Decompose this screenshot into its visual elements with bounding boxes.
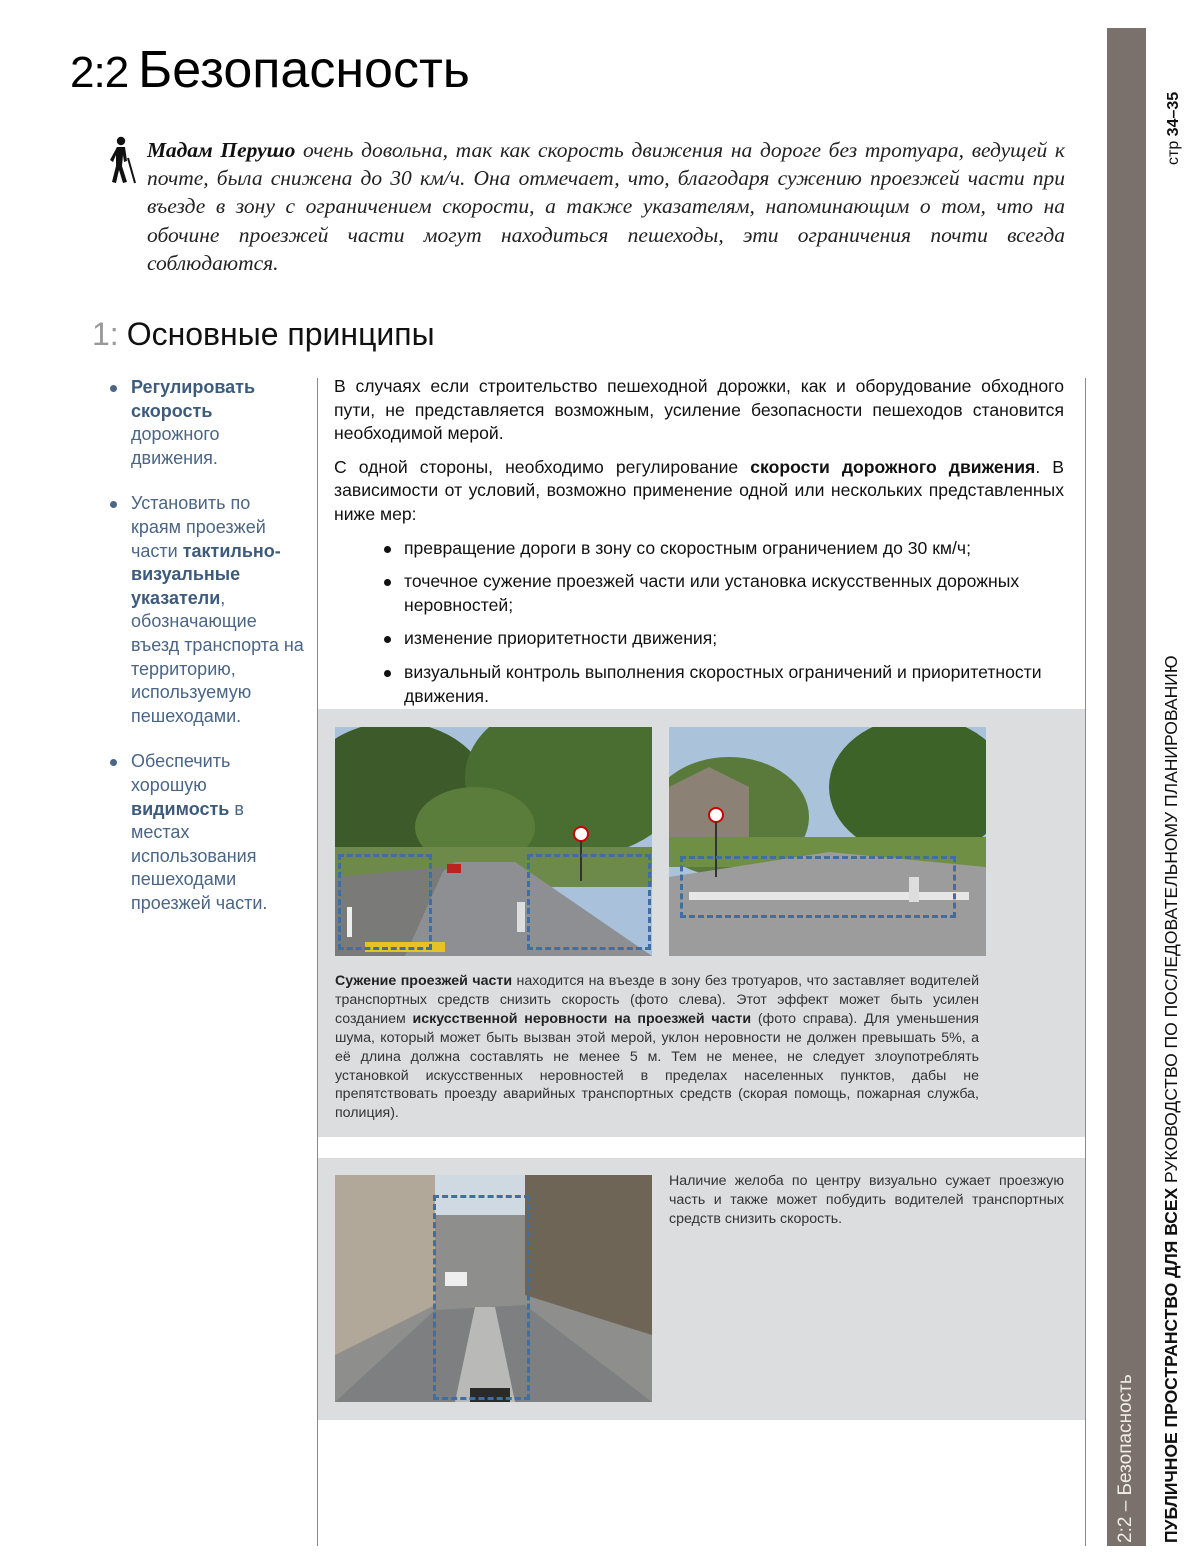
caption-bold: искусственной неровности на проезжей части xyxy=(412,1010,752,1027)
principle-bold: тактильно-визуальные указатели xyxy=(131,540,281,608)
bullet-dot xyxy=(384,579,391,586)
measure-item xyxy=(384,627,1064,651)
sidebar-guide-title xyxy=(1160,655,1182,1543)
body-text-span: . В зависимости от условий, возможно применение одной или нескольких представленных ниже мер: xyxy=(334,456,1064,524)
central-gutter-photo xyxy=(335,1175,652,1402)
highlight-frame xyxy=(680,856,956,918)
page-title xyxy=(70,38,470,105)
speed-bump-photo xyxy=(669,727,986,956)
body-paragraph xyxy=(334,456,1064,527)
photo-caption-2: Наличие желоба по центру визуально сужает проезжую часть и также может побудить водителей транспортных средств снизить скорость. xyxy=(669,1173,1064,1227)
principle-item xyxy=(104,750,304,915)
bullet-dot xyxy=(384,546,391,553)
highlight-frame xyxy=(433,1195,530,1400)
principle-item xyxy=(104,376,304,470)
page-range-wrap xyxy=(1164,91,1200,185)
principle-bold: Регулировать скорость xyxy=(131,377,256,421)
measure-item xyxy=(384,661,1064,708)
principle-bold: видимость xyxy=(131,798,230,819)
principle-text: дорожного движения. xyxy=(131,424,220,468)
measure-text: точечное сужение проезжей части или установка искусственных дорожных неровностей; xyxy=(404,571,1020,615)
road-narrowing-photo xyxy=(335,727,652,956)
guide-title-wrap xyxy=(1160,655,1200,1565)
bullet-dot xyxy=(384,670,391,677)
page-title-number: 2:2 xyxy=(70,48,129,97)
section-heading xyxy=(92,314,435,354)
highlight-frame xyxy=(338,854,432,950)
sidebar-page-range xyxy=(1164,92,1184,165)
body-paragraph: В случаях если строительство пешеходной дорожки, как и оборудование обходного пути, не представляется возможным, усиление безопасности пешеходов становится необходимой мерой. xyxy=(334,376,1064,444)
caption-text: (фото справа). Для уменьшения шума, который может быть вызван этой мерой, уклон неровности не должен превышать 5%, а её длина должна составлять не менее 5 м. Тем не менее, не следует злоупотреблять установкой искусственных неровностей в пределах населенных пунктов, дабы не препятствовать проезду аварийных транспортных средств (скорая помощь, пожарная служба, полиция). xyxy=(335,1010,979,1122)
bullet-dot xyxy=(110,759,117,766)
guide-title-rest: РУКОВОДСТВО ПО ПОСЛЕДОВАТЕЛЬНОМУ ПЛАНИРОВАНИЮ xyxy=(1161,655,1181,1188)
walker-with-cane-icon xyxy=(104,136,138,184)
column-divider-right xyxy=(1085,378,1086,1546)
speed-bump-illustration xyxy=(669,727,986,956)
measure-text: изменение приоритетности движения; xyxy=(404,628,718,649)
section-title: Основные принципы xyxy=(126,316,435,352)
intro-quote xyxy=(147,136,1065,277)
sidebar-band xyxy=(1107,28,1146,1546)
measures-list xyxy=(384,537,1064,709)
principles-list xyxy=(104,376,304,937)
principle-text: Установить по краям проезжей части xyxy=(131,493,266,561)
photo-caption-1 xyxy=(335,972,979,1123)
principle-text: , обозначающие въезд транспорта на территорию, используемую пешеходами. xyxy=(131,587,304,726)
bullet-dot xyxy=(384,636,391,643)
intro-text: очень довольна, так как скорость движения на дороге без тротуара, ведущей к почте, была снижена до 30 км/ч. Она отмечает, что, благодаря сужению проезжей части при въезде в зону с ограничением скорости, а также указателям, напоминающим о том, что на обочине проезжей части могут находиться пешеходы, эти ограничения почти всегда соблюдаются. xyxy=(147,138,1065,275)
bullet-dot xyxy=(110,501,117,508)
intro-name: Мадам Перушо xyxy=(147,138,296,162)
page-range: 34–35 xyxy=(1165,91,1182,137)
page-prefix: стр xyxy=(1165,136,1182,165)
main-body-text xyxy=(334,375,1064,718)
highlight-frame xyxy=(527,854,651,950)
principle-text: Обеспечить хорошую xyxy=(131,751,231,795)
section-number: 1: xyxy=(92,316,119,352)
page-title-text: Безопасность xyxy=(138,41,470,99)
principle-item xyxy=(104,492,304,728)
measure-text: визуальный контроль выполнения скоростных ограничений и приоритетности движения. xyxy=(404,661,1042,706)
sidebar-chapter: 2:2 – Безопасность xyxy=(1115,1374,1136,1543)
measure-text: превращение дороги в зону со скоростным ограничением до 30 км/ч; xyxy=(404,537,971,558)
caption-bold: Сужение проезжей части xyxy=(335,973,513,989)
principle-text: в местах использования пешеходами проезжей части. xyxy=(131,798,268,913)
measure-item xyxy=(384,570,1064,617)
body-bold: скорости дорожного движения xyxy=(750,456,1036,477)
measure-item xyxy=(384,537,1064,561)
guide-title-bold: ПУБЛИЧНОЕ ПРОСТРАНСТВО ДЛЯ ВСЕХ xyxy=(1161,1187,1181,1543)
caption-text: находится на въезде в зону без тротуаров, что заставляет водителей транспортных средств снизить скорость (фото слева). Этот эффект может быть усилен созданием xyxy=(335,973,979,1027)
body-text-span: С одной стороны, необходимо регулирование xyxy=(334,456,751,477)
bullet-dot xyxy=(110,385,117,392)
